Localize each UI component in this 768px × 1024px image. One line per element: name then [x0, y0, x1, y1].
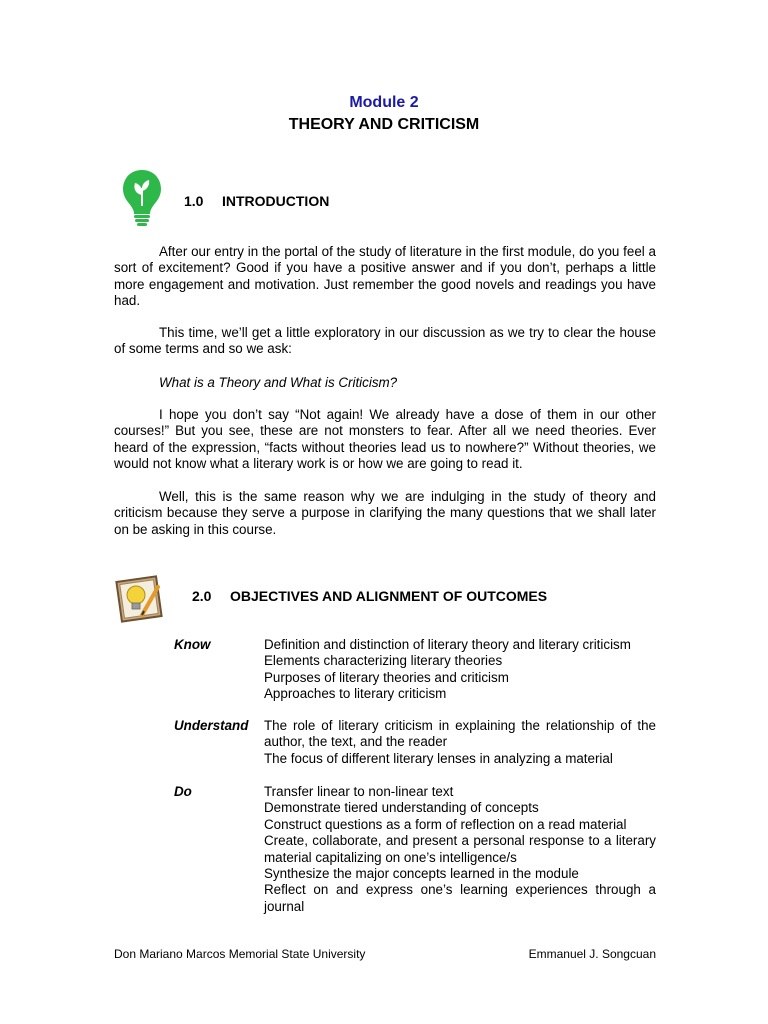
intro-paragraph: I hope you don’t say “Not again! We already have a dose of them in our other courses!” But you see, these are not monsters to fear. After all we need theories. Ever heard of the expression, “facts without theories lead us to nowhere?” Without theories, we would not know what a literary work is or how we are going to read it. — [114, 407, 656, 472]
footer-university: Don Mariano Marcos Memorial State University — [114, 947, 366, 961]
list-item: The role of literary criticism in explaining the relationship of the author, the text, and the reader — [264, 718, 656, 750]
intro-question: What is a Theory and What is Criticism? — [159, 375, 398, 390]
intro-paragraph: After our entry in the portal of the study of literature in the first module, do you feel a sort of excitement? Good if you have a positive answer and if you don’t, perhaps a little more engagement and motivation. Just remember the good novels and readings you have had. — [114, 244, 656, 309]
list-item: Create, collaborate, and present a personal response to a literary material capitalizing on one’s intelligence/s — [264, 833, 656, 865]
list-item: Definition and distinction of literary theory and literary criticism — [264, 637, 631, 652]
objective-list-understand — [264, 718, 656, 767]
section-heading-objectives — [192, 588, 547, 604]
intro-paragraph: Well, this is the same reason why we are indulging in the study of theory and criticism because they serve a purpose in clarifying the many questions that we shall later on be asking in this course. — [114, 489, 656, 537]
list-item: Reflect on and express one’s learning experiences through a journal — [264, 882, 656, 914]
objective-label-understand: Understand — [174, 718, 249, 733]
objective-list-know — [264, 637, 656, 703]
section-title: OBJECTIVES AND ALIGNMENT OF OUTCOMES — [230, 588, 548, 604]
list-item: Synthesize the major concepts learned in the module — [264, 866, 579, 882]
footer-author: Emmanuel J. Songcuan — [528, 947, 656, 961]
section-number: 1.0 — [184, 193, 204, 209]
objective-label-know: Know — [174, 637, 211, 652]
list-item: Demonstrate tiered understanding of concepts — [264, 800, 539, 816]
list-item: Approaches to literary criticism — [264, 686, 447, 702]
page-title: THEORY AND CRITICISM — [288, 116, 480, 133]
section-title: INTRODUCTION — [222, 193, 330, 209]
list-item: The focus of different literary lenses in analyzing a material — [264, 750, 613, 766]
objective-label-do: Do — [174, 784, 192, 799]
list-item: Purposes of literary theories and criticism — [264, 669, 509, 685]
section-number: 2.0 — [192, 588, 212, 604]
list-item: Construct questions as a form of reflection on a read material — [264, 816, 627, 832]
lightbulb-pencil-icon — [114, 573, 164, 625]
list-item: Elements characterizing literary theories — [264, 653, 503, 669]
list-item: Transfer linear to non-linear text — [264, 784, 454, 799]
objective-list-do — [264, 784, 656, 915]
section-heading-introduction — [184, 193, 329, 209]
module-label: Module 2 — [349, 94, 419, 111]
lightbulb-plant-icon — [120, 168, 164, 228]
intro-paragraph: This time, we’ll get a little exploratory in our discussion as we try to clear the house of some terms and so we ask: — [114, 325, 656, 357]
